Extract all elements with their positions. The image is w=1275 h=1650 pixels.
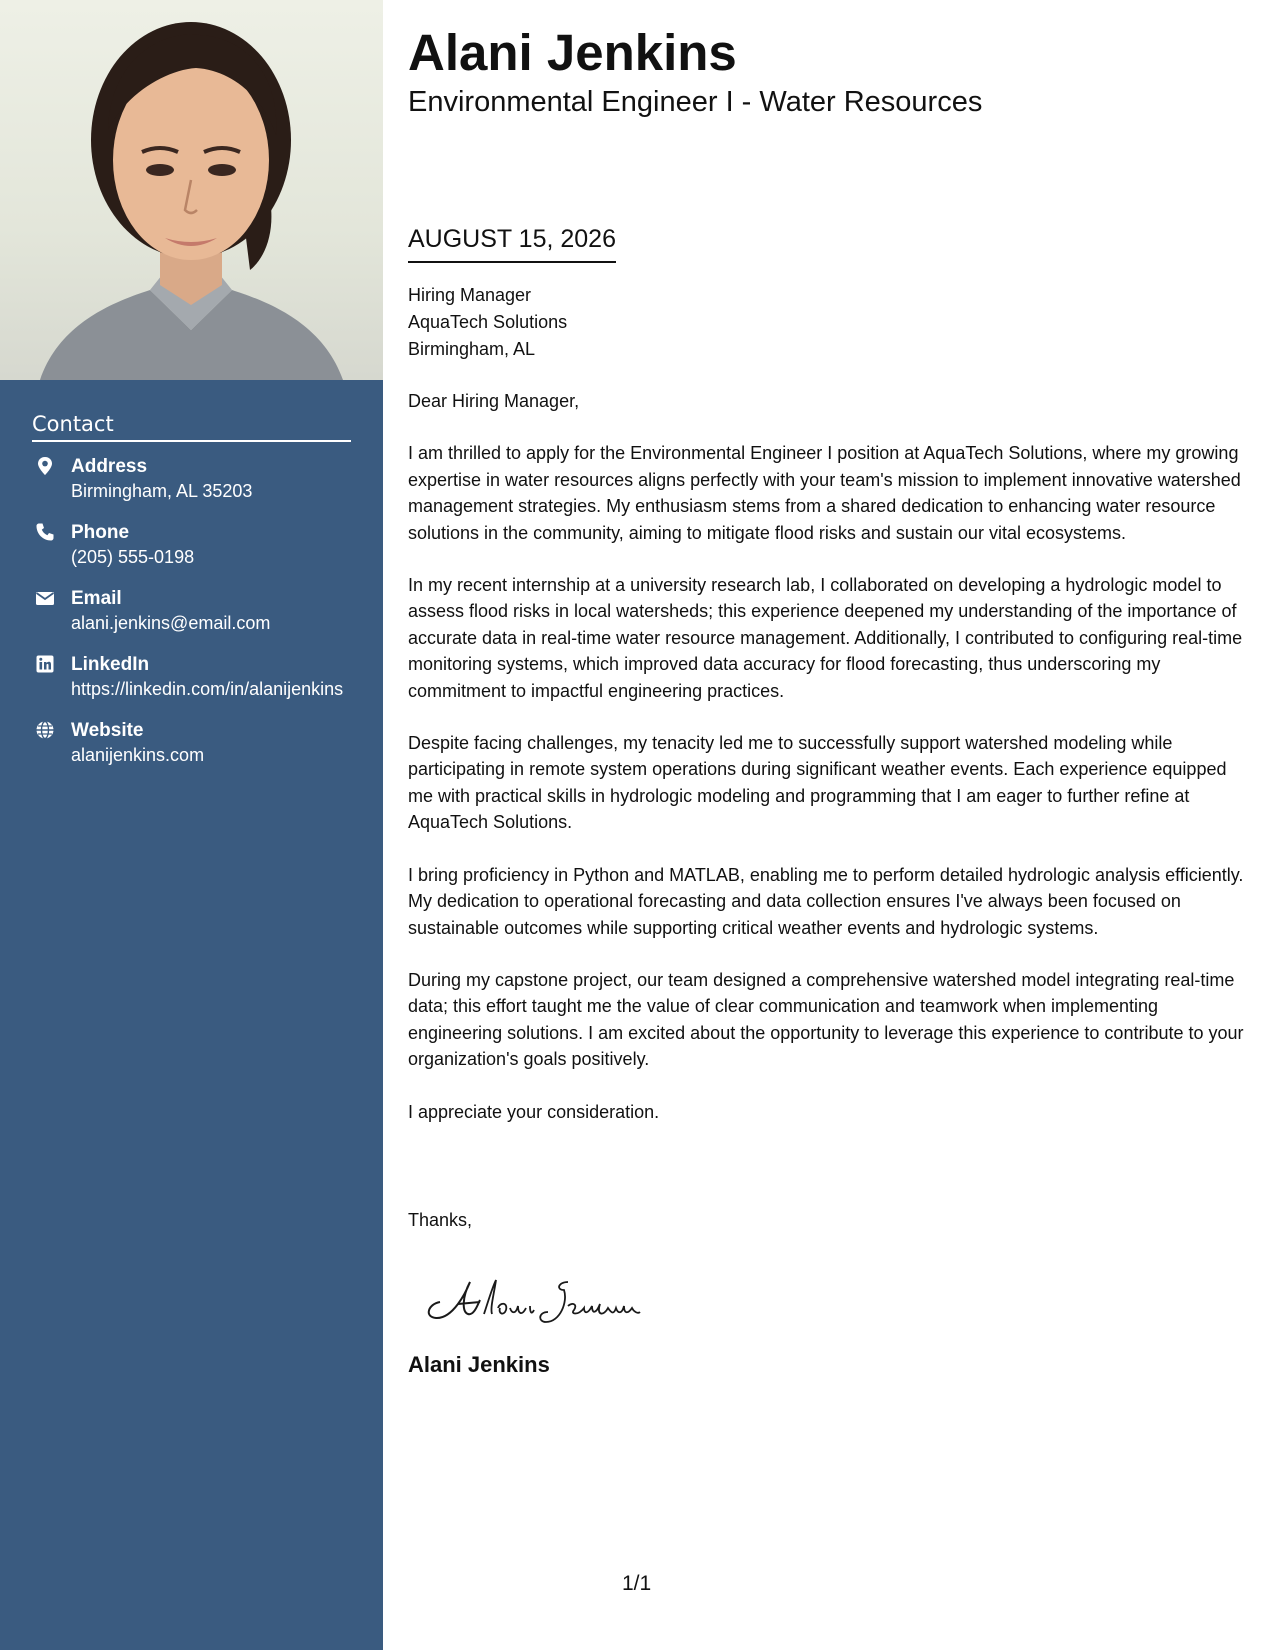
map-pin-icon (35, 456, 55, 476)
sidebar (0, 0, 383, 1650)
phone-value: (205) 555-0198 (71, 547, 195, 567)
email-value[interactable]: alani.jenkins@email.com (71, 613, 271, 633)
body-paragraph: During my capstone project, our team designed a comprehensive watershed model integrating real-time data; this effort taught me the value of clear communication and teamwork when implementing engineering solutions. I am excited about the opportunity to leverage this experience to contribute to your organization's goals positively. (408, 969, 1244, 1070)
contact-heading: Contact (32, 412, 351, 442)
recipient-line: Birmingham, AL (408, 339, 536, 359)
body-paragraph: Despite facing challenges, my tenacity led me to successfully support watershed modeling while participating in remote system operations during significant weather events. Each experience equipped me with practical skills in hydrologic modeling and programming that I am eager to further refine at AquaTech Solutions. (408, 733, 1227, 833)
globe-icon (35, 720, 55, 740)
linkedin-icon (35, 654, 55, 674)
body-paragraph: I am thrilled to apply for the Environmental Engineer I position at AquaTech Solutions, where my growing expertise in water resources aligns perfectly with your team's mission to implement innovative watershed management strategies. My enthusiasm stems from a shared dedication to enhancing water resource solutions in the community, aiming to mitigate flood risks and sustain our vital ecosystems. (408, 443, 1241, 543)
body-paragraph: In my recent internship at a university research lab, I collaborated on developing a hydrologic model to assess flood risks in local watersheds; this experience deepened my understanding of the importance of accurate data in real-time water resource management. Additionally, I contributed to configuring real-time monitoring systems, which improved data accuracy for flood forecasting, thus underscoring my commitment to impactful engineering practices. (408, 575, 1243, 701)
website-label: Website (71, 720, 144, 741)
phone-label: Phone (71, 522, 130, 543)
contact-website (32, 718, 351, 768)
contact-email (32, 586, 351, 636)
body-paragraph: I bring proficiency in Python and MATLAB, enabling me to perform detailed hydrologic analysis efficiently. My dedication to operational forecasting and data collection ensures I've always been focused on sustainable outcomes while supporting critical weather events and hydrologic systems. (408, 864, 1244, 938)
linkedin-value[interactable]: https://linkedin.com/in/alanijenkins (71, 679, 344, 699)
email-label: Email (71, 588, 122, 609)
contact-address (32, 454, 351, 504)
linkedin-label: LinkedIn (71, 654, 150, 675)
envelope-icon (35, 588, 55, 608)
contact-linkedin (32, 652, 351, 702)
page-number: 1/1 (622, 1572, 652, 1595)
phone-icon (35, 522, 55, 542)
website-value[interactable]: alanijenkins.com (71, 745, 205, 765)
letter-body (408, 388, 1248, 1151)
applicant-name: Alani Jenkins (408, 24, 737, 81)
profile-photo (0, 0, 383, 380)
recipient-line: AquaTech Solutions (408, 312, 568, 332)
handwritten-signature (418, 1262, 658, 1332)
recipient-line: Hiring Manager (408, 285, 532, 305)
signed-name: Alani Jenkins (408, 1352, 550, 1377)
body-paragraph: I appreciate your consideration. (408, 1101, 660, 1122)
contact-section (32, 412, 351, 784)
job-title: Environmental Engineer I - Water Resources (408, 86, 983, 118)
salutation: Dear Hiring Manager, (408, 391, 580, 411)
address-value: Birmingham, AL 35203 (71, 481, 253, 501)
contact-phone (32, 520, 351, 570)
closing: Thanks, (408, 1210, 473, 1230)
address-label: Address (71, 456, 148, 477)
letter-date: AUGUST 15, 2026 (408, 222, 616, 263)
recipient-block (408, 282, 567, 363)
